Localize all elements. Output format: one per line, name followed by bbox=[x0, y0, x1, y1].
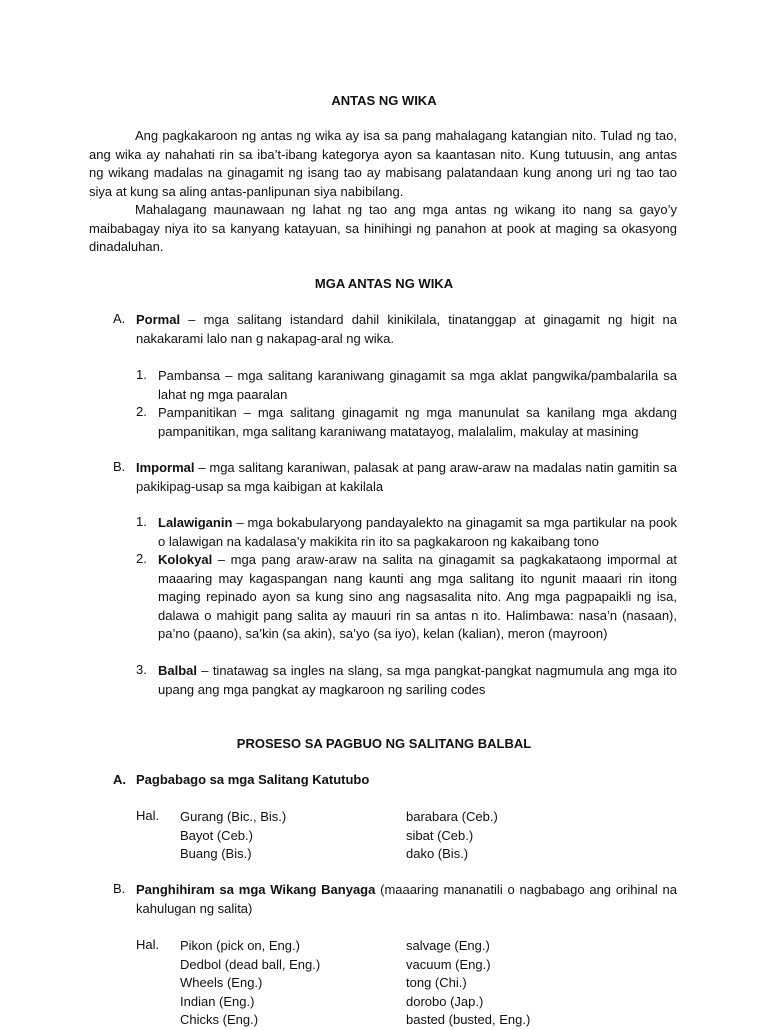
proc-a-letter: A. bbox=[113, 772, 126, 787]
informal-item-2-term: Kolokyal bbox=[158, 552, 213, 567]
proc-b-letter: B. bbox=[113, 881, 126, 896]
informal-item-2 bbox=[158, 551, 677, 644]
informal-item-1-num: 1. bbox=[136, 514, 147, 529]
informal-definition bbox=[136, 459, 677, 496]
proc-a-examples-col1 bbox=[180, 808, 286, 864]
example-word: Bayot (Ceb.) bbox=[180, 827, 253, 843]
intro-paragraph-1: Ang pagkakaroon ng antas ng wika ay isa sa pang mahalagang katangian nito. Tulad ng tao, ang wika ay nahahati rin sa iba’t-ibang kategorya ayon sa kaantasan nito. Kung tutuusin, ang antas ng wikang madalas na ginagamit ng isang tao ay mabisang palatandaan kung anong uri ng tao tao siya at kung sa aling antas-panlipunan siya nabibilang. bbox=[89, 128, 677, 199]
intro-section bbox=[89, 127, 677, 257]
document-title: ANTAS NG WIKA bbox=[331, 93, 437, 108]
example-word: dako (Bis.) bbox=[406, 846, 469, 861]
example-word: sibat (Ceb.) bbox=[406, 827, 474, 843]
informal-item-3 bbox=[158, 662, 677, 699]
informal-item-2-text: – mga pang araw-araw na salita na ginagamit sa pagkakataong impormal at maaaring may kagaspangan nang kaunti ang mga salitang ito ngunit maaari rin itong maging repinado ayon sa kung sino ang nagsasalita nito. Ang mga pagpapaikli ng isa, dalawa o mahigit pang salita ay mauuri rin sa antas n ito. Halimbawa: nasa’n (nasaan), pa’no (paano), sa’kin (sa akin), sa’yo (sa iyo), kelan (kalian), meron (mayroon) bbox=[158, 552, 677, 641]
informal-item-3-text: – tinatawag sa ingles na slang, sa mga pangkat-pangkat nagmumula ang mga ito upang ang mga pangkat ay magkaroon ng sariling codes bbox=[158, 663, 677, 697]
informal-item-1-term: Lalawiganin bbox=[158, 515, 233, 530]
formal-item-2: Pampanitikan – mga salitang ginagamit ng mga manunulat sa kanilang mga akdang pampanitikan, mga salitang karaniwang matatayog, malalalim, makulay at masining bbox=[158, 405, 677, 439]
example-word: salvage (Eng.) bbox=[406, 938, 490, 953]
section-title-proseso: PROSESO SA PAGBUO NG SALITANG BALBAL bbox=[236, 736, 532, 751]
formal-letter: A. bbox=[113, 311, 126, 326]
informal-term: Impormal bbox=[136, 460, 195, 475]
example-word: Indian (Eng.) bbox=[180, 993, 255, 1009]
example-word: Dedbol (dead ball, Eng.) bbox=[180, 956, 321, 972]
proc-a-hal: Hal. bbox=[136, 808, 160, 823]
informal-item-1-text: – mga bokabularyong pandayalekto na ginagamit sa mga partikular na pook o lalawigan na kadalasa’y makikita rin ito sa pagkakaroon ng kakaibang tono bbox=[158, 515, 677, 549]
proc-b-examples-col2 bbox=[406, 937, 530, 1030]
proc-b-hal: Hal. bbox=[136, 937, 160, 952]
section-title-antas: MGA ANTAS NG WIKA bbox=[314, 276, 454, 291]
proc-b-examples-col1 bbox=[180, 937, 320, 1030]
example-word: basted (busted, Eng.) bbox=[406, 1012, 531, 1027]
example-word: Chicks (Eng.) bbox=[180, 1012, 259, 1027]
example-word: vacuum (Eng.) bbox=[406, 956, 491, 972]
proc-a-title: Pagbabago sa mga Salitang Katutubo bbox=[136, 772, 370, 787]
informal-desc: – mga salitang karaniwan, palasak at pang araw-araw na madalas natin gamitin sa pakikipag-usap sa mga kaibigan at kakilala bbox=[136, 460, 677, 494]
formal-definition bbox=[136, 311, 677, 348]
informal-item-3-num: 3. bbox=[136, 662, 147, 677]
formal-desc: – mga salitang istandard dahil kinikilala, tinatanggap at ginagamit ng higit na nakakarami lalo nan g nakapag-aral ng wika. bbox=[136, 312, 677, 346]
example-word: barabara (Ceb.) bbox=[406, 809, 498, 824]
formal-item-1-num: 1. bbox=[136, 367, 147, 382]
informal-item-3-term: Balbal bbox=[158, 663, 198, 678]
formal-item-1: Pambansa – mga salitang karaniwang ginagamit sa mga aklat pangwika/pambalarila sa lahat ng mga paaralan bbox=[158, 368, 677, 402]
example-word: Gurang (Bic., Bis.) bbox=[180, 809, 287, 824]
example-word: Wheels (Eng.) bbox=[180, 975, 263, 990]
proc-b-definition bbox=[136, 881, 677, 918]
proc-b-title: Panghihiram sa mga Wikang Banyaga bbox=[136, 882, 376, 897]
proc-a-examples-col2 bbox=[406, 808, 498, 864]
example-word: Pikon (pick on, Eng.) bbox=[180, 938, 300, 953]
example-word: Buang (Bis.) bbox=[180, 846, 252, 861]
proc-b-note: (maaaring mananatili o nagbabago ang orihinal na kahulugan ng salita) bbox=[136, 882, 677, 916]
formal-item-2-num: 2. bbox=[136, 404, 147, 419]
formal-term: Pormal bbox=[136, 312, 181, 327]
informal-item-2-num: 2. bbox=[136, 551, 147, 566]
intro-paragraph-2: Mahalagang maunawaan ng lahat ng tao ang mga antas ng wikang ito nang sa gayo’y maibabagay niya ito sa kanyang katayuan, sa hinihingi ng panahon at pook at maging sa okasyong dinadaluhan. bbox=[89, 202, 677, 254]
informal-item-1 bbox=[158, 514, 677, 551]
example-word: dorobo (Jap.) bbox=[406, 993, 484, 1009]
informal-letter: B. bbox=[113, 459, 126, 474]
example-word: tong (Chi.) bbox=[406, 975, 467, 990]
